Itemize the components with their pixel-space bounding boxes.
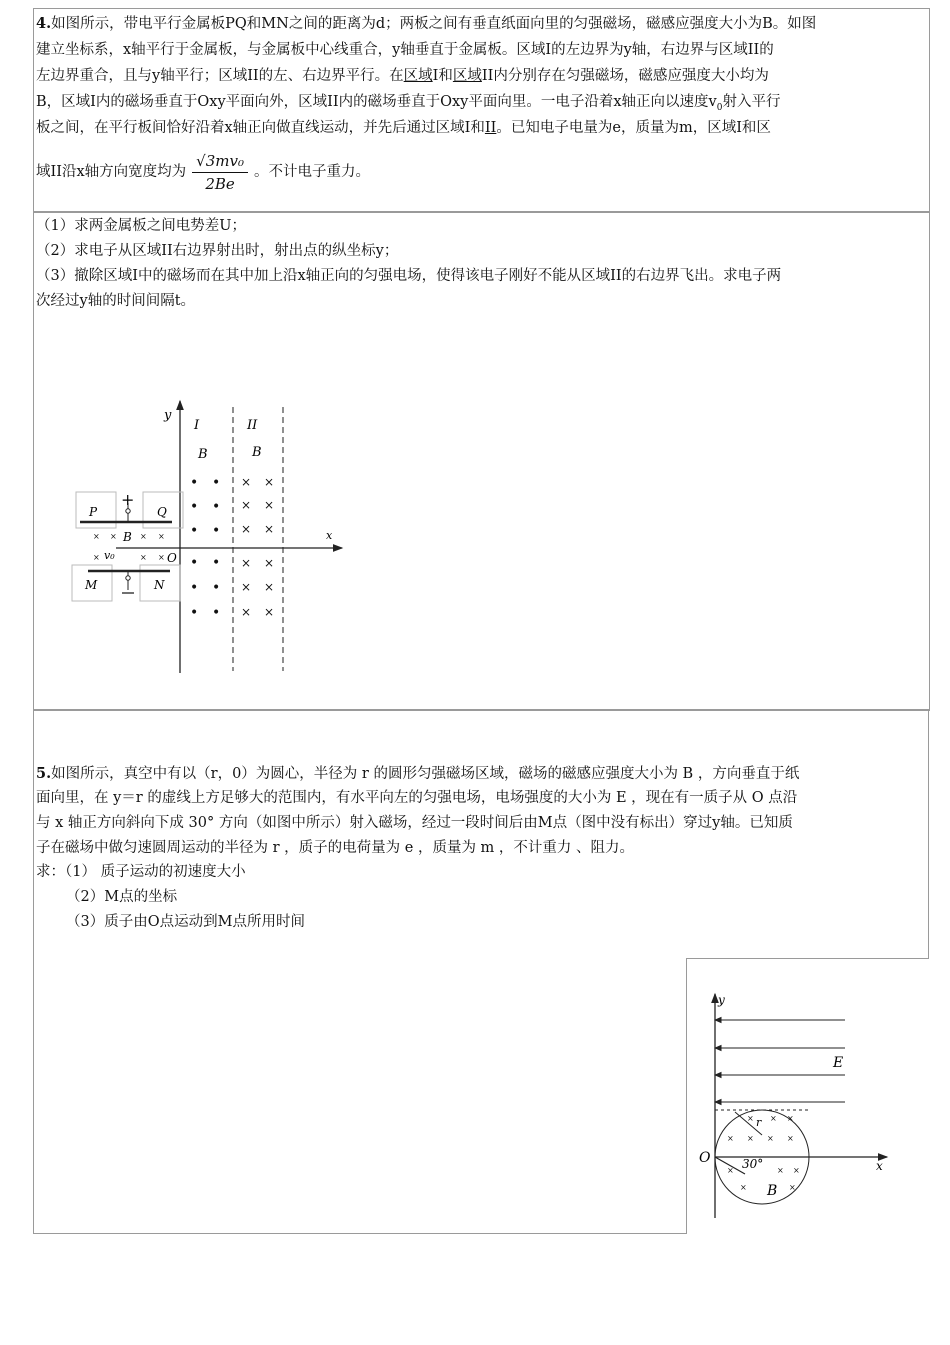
svg-text:•: • [190,555,199,571]
plate-q-label: Q [157,505,167,519]
svg-text:×: × [241,580,252,594]
q4-b-region-1: B [198,447,208,462]
q5-ask-1: 求：（1） 质子运动的初速度大小 [36,864,246,880]
svg-text:×: × [767,1134,774,1143]
q4-b-region-2: B [252,445,262,460]
svg-text:×: × [93,553,100,562]
svg-text:•: • [212,580,221,596]
svg-text:•: • [212,499,221,515]
svg-text:•: • [212,555,221,571]
svg-text:×: × [747,1134,754,1143]
q4-figure [60,395,360,680]
q4-sub-3b: 次经过y轴的时间间隔t。 [36,293,196,309]
svg-text:×: × [264,498,275,512]
q4-sub-2: （2）求电子从区域II右边界射出时，射出点的纵坐标y； [36,243,399,259]
q4-line-4: B，区域I内的磁场垂直于Oxy平面向外，区域II内的磁场垂直于Oxy平面向里。一电子沿着x轴正向以速度$v_0$射入平行 [36,94,781,113]
svg-text:•: • [190,499,199,515]
svg-text:×: × [727,1166,734,1175]
q5-y-label: y [718,993,725,1007]
q4-line-6: 域II沿x轴方向宽度均为 $\frac{\text{√3mv₀}}{2Be}$ 。不计电子重力。 [36,152,370,193]
svg-text:×: × [241,498,252,512]
svg-text:×: × [789,1183,796,1192]
plus-terminal: + [121,490,135,509]
q4-region-2: II [247,418,258,433]
svg-text:×: × [241,556,252,570]
svg-text:×: × [747,1114,754,1123]
q5-line-1: 5.如图所示，真空中有以（r，0）为圆心，半径为 r 的圆形匀强磁场区域，磁场的磁感应强度大小为 B ，方向垂直于纸 [36,765,800,782]
plate-n-label: N [154,578,165,592]
svg-text:×: × [777,1166,784,1175]
svg-text:×: × [241,605,252,619]
svg-text:×: × [158,553,165,562]
q5-ask-3: （3）质子由O点运动到M点所用时间 [66,914,305,930]
q4-origin: O [167,551,177,565]
q5-fig-left-rule [686,958,687,1233]
svg-text:×: × [727,1134,734,1143]
svg-text:×: × [264,580,275,594]
q4-line-1: 4.如图所示，带电平行金属板PQ和MN之间的距离为d；两板之间有垂直纸面向里的匀强磁场，磁感应强度大小为B。如图 [36,15,817,32]
q5-x-label: x [876,1159,883,1173]
e-label: E [833,1055,844,1071]
svg-text:×: × [264,605,275,619]
q5-figure [695,990,895,1222]
svg-text:×: × [264,522,275,536]
q4-crosses [241,475,274,619]
r-label: r [756,1116,762,1129]
q5-top-rule [33,709,929,710]
svg-text:×: × [140,532,147,541]
q4-number: 4. [36,15,52,32]
svg-text:×: × [110,532,117,541]
q5-left-rule [33,709,34,1233]
svg-text:×: × [93,532,100,541]
plate-m-label: M [85,578,98,592]
svg-text:×: × [787,1134,794,1143]
svg-text:×: × [241,522,252,536]
svg-text:×: × [158,532,165,541]
q5-origin: O [699,1150,711,1166]
svg-text:•: • [212,475,221,491]
q5-ask-2: （2）M点的坐标 [66,889,178,905]
q4-v0-label: v₀ [104,549,115,562]
svg-text:×: × [770,1114,777,1123]
q4-y-label: y [164,408,172,423]
svg-text:×: × [793,1166,800,1175]
svg-text:•: • [190,580,199,596]
q5-crosses [727,1114,800,1192]
svg-text:•: • [212,605,221,621]
svg-text:•: • [190,475,199,491]
width-fraction: $\frac{\text{√3mv₀}}{2Be}$ [192,150,248,195]
q5-line-2: 面向里，在 y＝r 的虚线上方足够大的范围内，有水平向左的匀强电场，电场强度的大小为 E ，现在有一质子从 O 点沿 [36,790,798,806]
svg-text:•: • [212,523,221,539]
svg-text:×: × [787,1114,794,1123]
q5-line-4: 子在磁场中做匀速圆周运动的半径为 r ，质子的电荷量为 e ，质量为 m ，不计重力 、阻力。 [36,840,635,856]
svg-text:×: × [264,556,275,570]
q5-b-label: B [767,1183,778,1199]
q4-sub-1: （1）求两金属板之间电势差U； [36,218,246,234]
q4-line-2: 建立坐标系，x轴平行于金属板，与金属板中心线重合，y轴垂直于金属板。区域I的左边界为y轴，右边界与区域II的 [36,42,774,58]
plate-p-label: P [89,505,98,519]
q5-bottom-rule [33,1233,687,1234]
q4-line-5: 板之间，在平行板间恰好沿着x轴正向做直线运动，并先后通过区域I和II。已知电子电量为e，质量为m，区域I和区 [36,120,771,136]
svg-text:×: × [140,553,147,562]
q5-line-3: 与 x 轴正方向斜向下成 30° 方向（如图中所示）射入磁场，经过一段时间后由M点（图中没有标出）穿过y轴。已知质 [36,815,793,831]
svg-text:×: × [241,475,252,489]
q5-number: 5. [36,765,52,782]
svg-text:•: • [190,605,199,621]
svg-text:×: × [264,475,275,489]
q5-right-rule [928,709,929,959]
q4-sub-3a: （3）撤除区域I中的磁场而在其中加上沿x轴正向的匀强电场，使得该电子刚好不能从区域II的右边界飞出。求电子两 [36,268,782,284]
q5-fig-top-rule [686,958,929,959]
q4-b-between-plates: B [123,530,132,544]
angle-label: 30° [742,1157,764,1171]
svg-text:•: • [190,523,199,539]
q4-x-label: x [326,529,333,542]
q4-region-1: I [194,418,200,433]
svg-text:×: × [740,1183,747,1192]
q4-line-3: 左边界重合，且与y轴平行；区域II的左、右边界平行。在区域I和区域II内分别存在匀强磁场，磁感应强度大小均为 [36,68,769,84]
